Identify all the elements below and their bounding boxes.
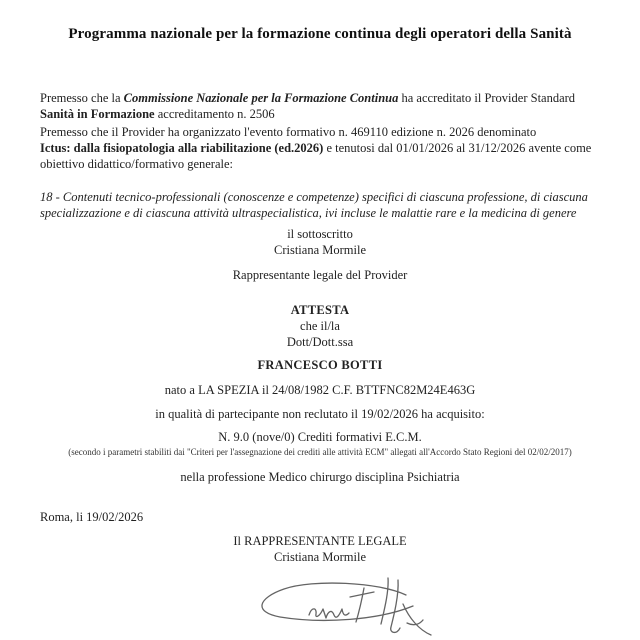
- signature-name: Cristiana Mormile: [274, 550, 366, 564]
- profession-line: nella professione Medico chirurgo disciplina Psichiatria: [180, 470, 460, 484]
- premise-event-paragraph: [40, 124, 600, 172]
- attesta-heading: ATTESTA: [290, 303, 350, 317]
- participation-line: in qualità di partecipante non reclutato il 19/02/2026 ha acquisito:: [155, 407, 485, 421]
- che-il-la-line: che il/la: [300, 319, 340, 333]
- premise2-line1: Premesso che il Provider ha organizzato l'evento formativo n. 469110 edizione n. 2026 denominato: [40, 125, 537, 139]
- credits-footnote: (secondo i parametri stabiliti dai "Criteri per l'assegnazione dei crediti alle attività ECM" allegati all'Accordo Stato Regioni del 02/02/2017): [68, 447, 572, 457]
- provider-name: Sanità in Formazione: [40, 107, 155, 121]
- signature-title: Il RAPPRESENTANTE LEGALE: [233, 534, 407, 548]
- event-title: Ictus: dalla fisiopatologia alla riabilitazione (ed.2026): [40, 141, 324, 155]
- legal-representative-role: Rappresentante legale del Provider: [232, 268, 408, 282]
- handwritten-signature-icon: [251, 575, 446, 637]
- subscriber-intro: il sottoscritto: [287, 227, 353, 241]
- signature-block: [40, 533, 600, 637]
- premise1-middle: ha accreditato il Provider Standard: [401, 91, 576, 105]
- page-title: Programma nazionale per la formazione continua degli operatori della Sanità: [68, 26, 572, 42]
- premise1-prefix: Premesso che la: [40, 91, 124, 105]
- dott-line: Dott/Dott.ssa: [286, 335, 354, 349]
- premise1-suffix: accreditamento n. 2506: [157, 107, 275, 121]
- premise2-rest: e tenutosi dal 01/01/2026 al 31/12/2026 avente come obiettivo didattico/formativo generale:: [40, 141, 592, 171]
- participant-name: FRANCESCO BOTTI: [257, 358, 383, 372]
- commission-name: Commissione Nazionale per la Formazione Continua: [123, 91, 399, 105]
- learning-objective: 18 - Contenuti tecnico-professionali (conoscenze e competenze) specifici di ciascuna professione, di ciascuna specializzazione e di ciascuna attività ultraspecialistica, ivi incluse le malattie rare e la medicina di genere: [40, 190, 588, 220]
- premise2-line2: [40, 140, 600, 172]
- credits-line: N. 9.0 (nove/0) Crediti formativi E.C.M.: [218, 430, 422, 444]
- place-and-date: Roma, li 19/02/2026: [40, 510, 144, 524]
- birth-and-fiscal-code-line: nato a LA SPEZIA il 24/08/1982 C.F. BTTFNC82M24E463G: [164, 383, 476, 397]
- premise-accreditation-paragraph: [40, 90, 600, 122]
- legal-representative-name: Cristiana Mormile: [274, 243, 366, 257]
